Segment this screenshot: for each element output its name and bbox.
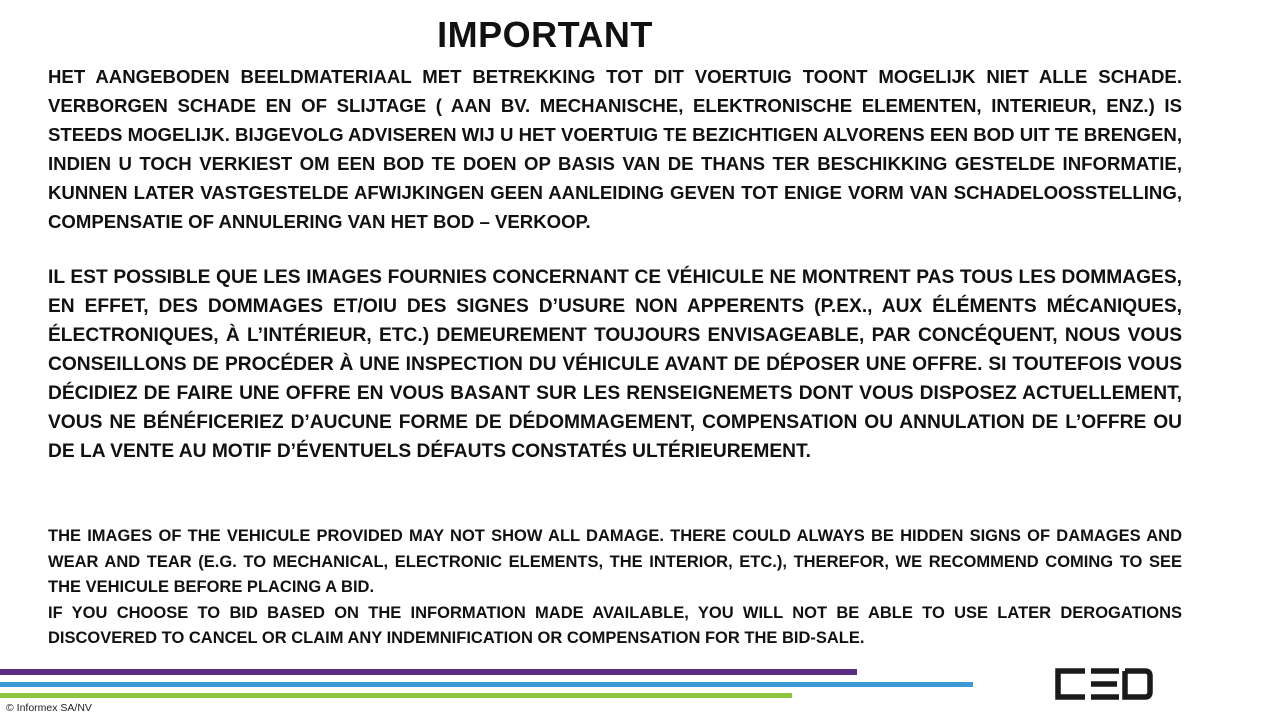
- footer-bar-green: [0, 693, 792, 698]
- page-title: IMPORTANT: [437, 14, 653, 55]
- ced-logo: [1055, 668, 1153, 700]
- footer-bar-blue: [0, 682, 973, 687]
- english-disclaimer-part-1: THE IMAGES OF THE VEHICULE PROVIDED MAY NOT SHOW ALL DAMAGE. THERE COULD ALWAYS BE HIDDEN SIGNS OF DAMAGES AND WEAR AND TEAR (E.G. TO MECHANICAL, ELECTRONIC ELEMENTS, THE INTERIOR, ETC.), THEREFOR, WE RECOMMEND COMING TO SEE THE VEHICULE BEFORE PLACING A BID.: [48, 527, 1182, 596]
- french-disclaimer: IL EST POSSIBLE QUE LES IMAGES FOURNIES CONCERNANT CE VÉHICULE NE MONTRENT PAS TOUS LES DOMMAGES, EN EFFET, DES DOMMAGES ET/OIU DES SIGNES D’USURE NON APPERENTS (P.EX., AUX ÉLÉMENTS MÉCANIQUES, ÉLECTRONIQUES, À L’INTÉRIEUR, ETC.) DEMEUREMENT TOUJOURS ENVISAGEABLE, PAR CONCÉQUENT, NOUS VOUS CONSEILLONS DE PROCÉDER À UNE INSPECTION DU VÉHICULE AVANT DE DÉPOSER UNE OFFRE. SI TOUTEFOIS VOUS DÉCIDIEZ DE FAIRE UNE OFFRE EN VOUS BASANT SUR LES RENSEIGNEMETS DONT VOUS DISPOSEZ ACTUELLEMENT, VOUS NE BÉNÉFICERIEZ D’AUCUNE FORME DE DÉDOMMAGEMENT, COMPENSATION OU ANNULATION DE L’OFFRE OU DE LA VENTE AU MOTIF D’ÉVENTUELS DÉFAUTS CONSTATÉS ULTÉRIEUREMENT.: [48, 267, 1182, 462]
- copyright-notice: © Informex SA/NV: [6, 702, 92, 714]
- english-disclaimer: [48, 524, 1182, 652]
- footer-bar-purple: [0, 669, 857, 675]
- dutch-disclaimer: HET AANGEBODEN BEELDMATERIAAL MET BETREKKING TOT DIT VOERTUIG TOONT MOGELIJK NIET ALLE SCHADE. VERBORGEN SCHADE EN OF SLIJTAGE ( AAN BV. MECHANISCHE, ELEKTRONISCHE ELEMENTEN, INTERIEUR, ENZ.) IS STEEDS MOGELIJK. BIJGEVOLG ADVISEREN WIJ U HET VOERTUIG TE BEZICHTIGEN ALVORENS EEN BOD UIT TE BRENGEN, INDIEN U TOCH VERKIEST OM EEN BOD TE DOEN OP BASIS VAN DE THANS TER BESCHIKKING GESTELDE INFORMATIE, KUNNEN LATER VASTGESTELDE AFWIJKINGEN GEEN AANLEIDING GEVEN TOT ENIGE VORM VAN SCHADELOOSSTELLING, COMPENSATIE OF ANNULERING VAN HET BOD – VERKOOP.: [48, 66, 1182, 232]
- english-disclaimer-part-2: IF YOU CHOOSE TO BID BASED ON THE INFORMATION MADE AVAILABLE, YOU WILL NOT BE ABLE TO USE LATER DEROGATIONS DISCOVERED TO CANCEL OR CLAIM ANY INDEMNIFICATION OR COMPENSATION FOR THE BID-SALE.: [48, 603, 1182, 647]
